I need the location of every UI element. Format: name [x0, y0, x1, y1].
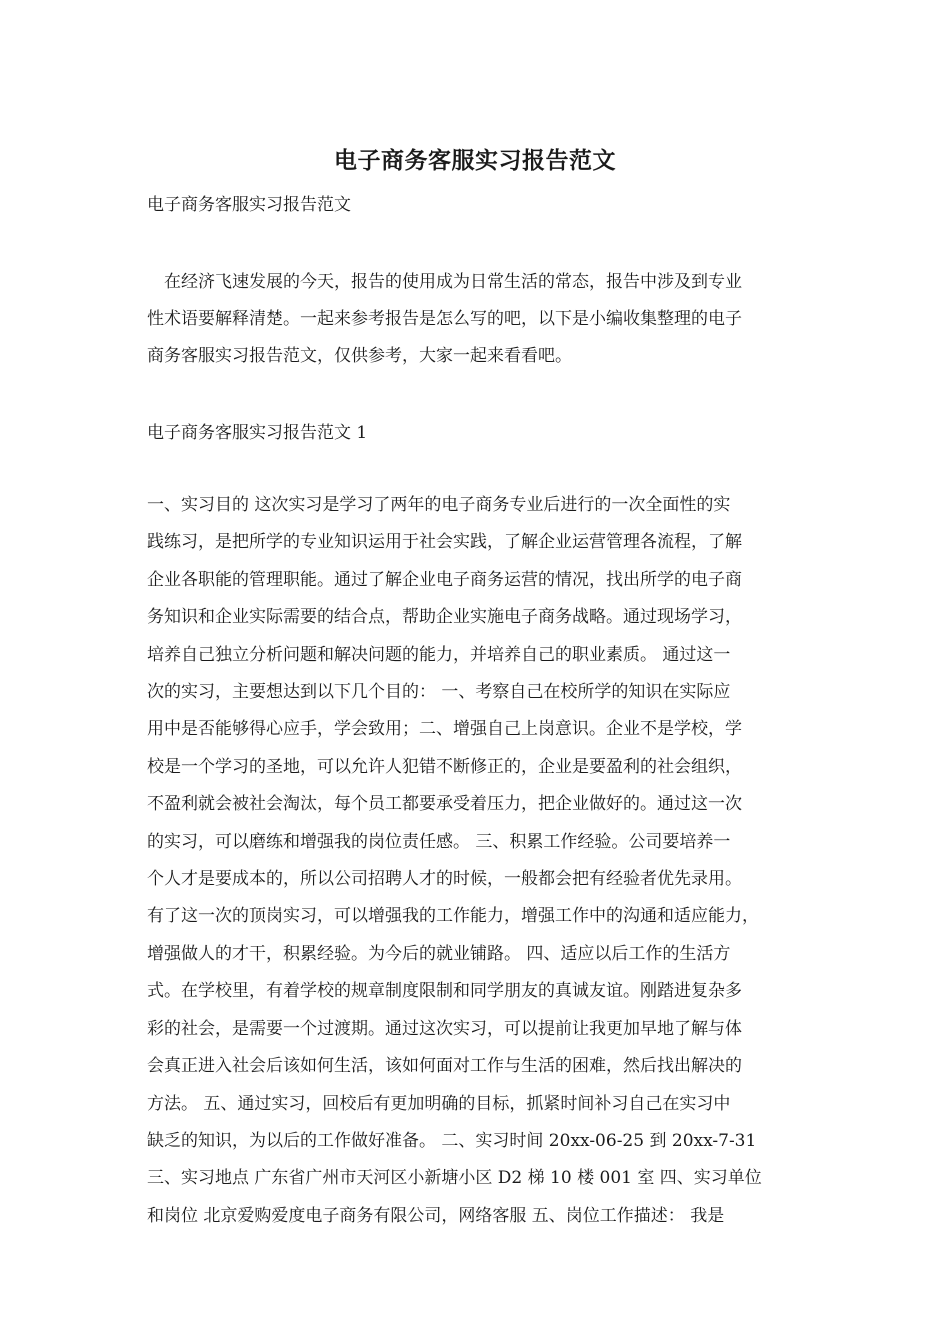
body-line: 和岗位 北京爱购爱度电子商务有限公司，网络客服 五、岗位工作描述： 我是 [147, 1205, 725, 1226]
body-line: 缺乏的知识，为以后的工作做好准备。 二、实习时间 20xx-06-25 到 20xx-7-31 [147, 1130, 757, 1151]
body-line: 不盈利就会被社会淘汰，每个员工都要承受着压力，把企业做好的。通过这一次 [147, 794, 742, 815]
section-heading: 电子商务客服实习报告范文 1 [147, 423, 368, 443]
intro-line: 性术语要解释清楚。一起来参考报告是怎么写的吧，以下是小编收集整理的电子 [147, 309, 742, 329]
body-line: 增强做人的才干，积累经验。为今后的就业铺路。 四、适应以后工作的生活方 [147, 943, 731, 964]
body-line: 校是一个学习的圣地，可以允许人犯错不断修正的，企业是要盈利的社会组织， [147, 756, 742, 777]
body-line: 彩的社会，是需要一个过渡期。通过这次实习，可以提前让我更加早地了解与体 [147, 1018, 742, 1039]
intro-line: 商务客服实习报告范文，仅供参考，大家一起来看看吧。 [147, 346, 572, 366]
body-line: 个人才是要成本的，所以公司招聘人才的时候，一般都会把有经验者优先录用。 [147, 869, 742, 890]
body-line: 方法。 五、通过实习，回校后有更加明确的目标，抓紧时间补习自己在实习中 [147, 1093, 731, 1114]
body-line: 培养自己独立分析问题和解决问题的能力，并培养自己的职业素质。 通过这一 [147, 644, 731, 665]
document-title: 电子商务客服实习报告范文 [334, 147, 616, 174]
body-line: 式。在学校里，有着学校的规章制度限制和同学朋友的真诚友谊。刚踏进复杂多 [147, 981, 742, 1002]
document-subtitle: 电子商务客服实习报告范文 [147, 195, 351, 215]
body-line: 一、实习目的 这次实习是学习了两年的电子商务专业后进行的一次全面性的实 [147, 495, 731, 515]
body-line: 三、实习地点 广东省广州市天河区小新塘小区 D2 梯 10 楼 001 室 四、实习单位 [147, 1168, 762, 1189]
body-line: 会真正进入社会后该如何生活，该如何面对工作与生活的困难，然后找出解决的 [147, 1056, 742, 1077]
body-line: 践练习，是把所学的专业知识运用于社会实践，了解企业运营管理各流程，了解 [147, 532, 742, 553]
intro-paragraph [147, 264, 807, 375]
body-line: 用中是否能够得心应手，学会致用；二、增强自己上岗意识。企业不是学校，学 [147, 719, 742, 740]
body-line: 务知识和企业实际需要的结合点，帮助企业实施电子商务战略。通过现场学习， [147, 607, 742, 628]
intro-line: 在经济飞速发展的今天，报告的使用成为日常生活的常态，报告中涉及到专业 [147, 272, 742, 292]
body-paragraph [147, 487, 809, 1235]
body-line: 的实习，可以磨练和增强我的岗位责任感。 三、积累工作经验。公司要培养一 [147, 831, 731, 852]
body-line: 次的实习，主要想达到以下几个目的： 一、考察自己在校所学的知识在实际应 [147, 682, 731, 703]
body-line: 企业各职能的管理职能。通过了解企业电子商务运营的情况，找出所学的电子商 [147, 569, 742, 590]
body-line: 有了这一次的顶岗实习，可以增强我的工作能力，增强工作中的沟通和适应能力， [147, 906, 759, 927]
